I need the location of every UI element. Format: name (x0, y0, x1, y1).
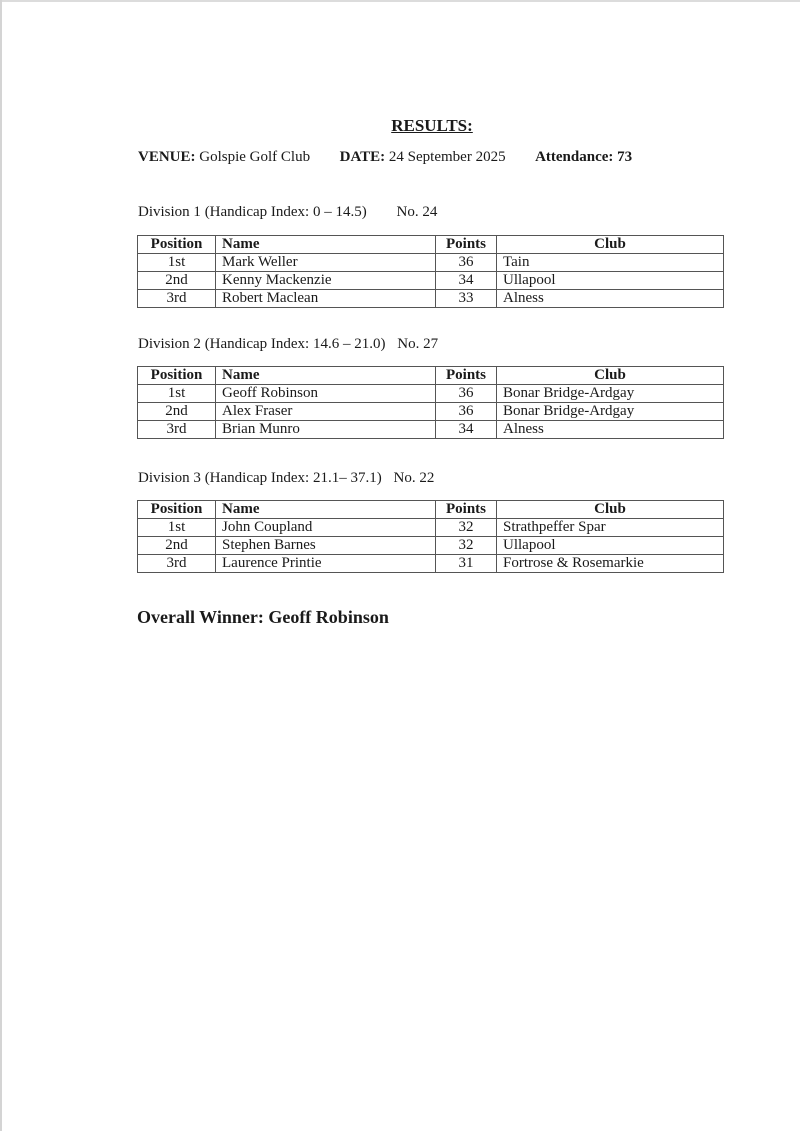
cell-position: 3rd (138, 555, 216, 573)
cell-name: Alex Fraser (216, 403, 436, 421)
cell-points: 33 (436, 290, 497, 308)
table-header-row (138, 501, 724, 519)
entry-count: No. 24 (396, 204, 438, 220)
header-name: Name (216, 236, 436, 254)
header-points: Points (436, 501, 497, 519)
table-row (138, 555, 724, 573)
cell-position: 2nd (138, 403, 216, 421)
division-label: Division 3 (138, 470, 201, 486)
attendance-value: 73 (617, 149, 633, 165)
scan-edge-left (0, 0, 2, 1131)
cell-position: 3rd (138, 421, 216, 439)
table-header-row (138, 367, 724, 385)
cell-name: Brian Munro (216, 421, 436, 439)
cell-club: Alness (497, 421, 724, 439)
cell-name: Mark Weller (216, 254, 436, 272)
cell-points: 36 (436, 385, 497, 403)
table-row (138, 421, 724, 439)
division-label: Division 2 (138, 336, 201, 352)
cell-position: 2nd (138, 537, 216, 555)
header-position: Position (138, 236, 216, 254)
overall-winner: Overall Winner: Geoff Robinson (137, 607, 389, 627)
header-club: Club (497, 367, 724, 385)
cell-points: 36 (436, 254, 497, 272)
page-title: RESULTS: (391, 116, 473, 135)
date-label: DATE: (339, 149, 386, 165)
cell-club: Ullapool (497, 537, 724, 555)
header-points: Points (436, 236, 497, 254)
division-2-table (137, 366, 724, 439)
division-1-heading (138, 204, 437, 221)
cell-club: Strathpeffer Spar (497, 519, 724, 537)
division-1-table (137, 235, 724, 308)
table-row (138, 290, 724, 308)
attendance-label: Attendance: (535, 149, 614, 165)
header-club: Club (497, 501, 724, 519)
header-name: Name (216, 501, 436, 519)
cell-points: 32 (436, 537, 497, 555)
cell-club: Tain (497, 254, 724, 272)
cell-name: Robert Maclean (216, 290, 436, 308)
header-club: Club (497, 236, 724, 254)
table-header-row (138, 236, 724, 254)
division-3-table (137, 500, 724, 573)
handicap-range: (Handicap Index: 21.1– 37.1) (204, 470, 382, 486)
handicap-range: (Handicap Index: 14.6 – 21.0) (204, 336, 386, 352)
cell-position: 3rd (138, 290, 216, 308)
event-meta (138, 149, 632, 166)
table-row (138, 254, 724, 272)
header-position: Position (138, 501, 216, 519)
cell-points: 32 (436, 519, 497, 537)
header-points: Points (436, 367, 497, 385)
cell-points: 36 (436, 403, 497, 421)
cell-points: 31 (436, 555, 497, 573)
cell-position: 1st (138, 254, 216, 272)
entry-count: No. 22 (393, 470, 435, 486)
header-name: Name (216, 367, 436, 385)
handicap-range: (Handicap Index: 0 – 14.5) (204, 204, 367, 220)
venue-value: Golspie Golf Club (199, 149, 311, 165)
cell-position: 2nd (138, 272, 216, 290)
entry-count: No. 27 (397, 336, 439, 352)
cell-name: Geoff Robinson (216, 385, 436, 403)
cell-position: 1st (138, 519, 216, 537)
cell-club: Bonar Bridge-Ardgay (497, 403, 724, 421)
cell-name: Laurence Printie (216, 555, 436, 573)
cell-name: John Coupland (216, 519, 436, 537)
division-3-heading (138, 470, 434, 487)
cell-club: Bonar Bridge-Ardgay (497, 385, 724, 403)
table-row (138, 272, 724, 290)
table-row (138, 519, 724, 537)
header-position: Position (138, 367, 216, 385)
scan-edge-top (0, 0, 800, 2)
cell-club: Alness (497, 290, 724, 308)
venue-label: VENUE: (138, 149, 196, 165)
cell-name: Stephen Barnes (216, 537, 436, 555)
date-value: 24 September 2025 (388, 149, 506, 165)
cell-position: 1st (138, 385, 216, 403)
division-label: Division 1 (138, 204, 201, 220)
cell-points: 34 (436, 421, 497, 439)
cell-name: Kenny Mackenzie (216, 272, 436, 290)
cell-club: Ullapool (497, 272, 724, 290)
cell-club: Fortrose & Rosemarkie (497, 555, 724, 573)
table-row (138, 385, 724, 403)
table-row (138, 537, 724, 555)
division-2-heading (138, 336, 438, 353)
table-row (138, 403, 724, 421)
cell-points: 34 (436, 272, 497, 290)
